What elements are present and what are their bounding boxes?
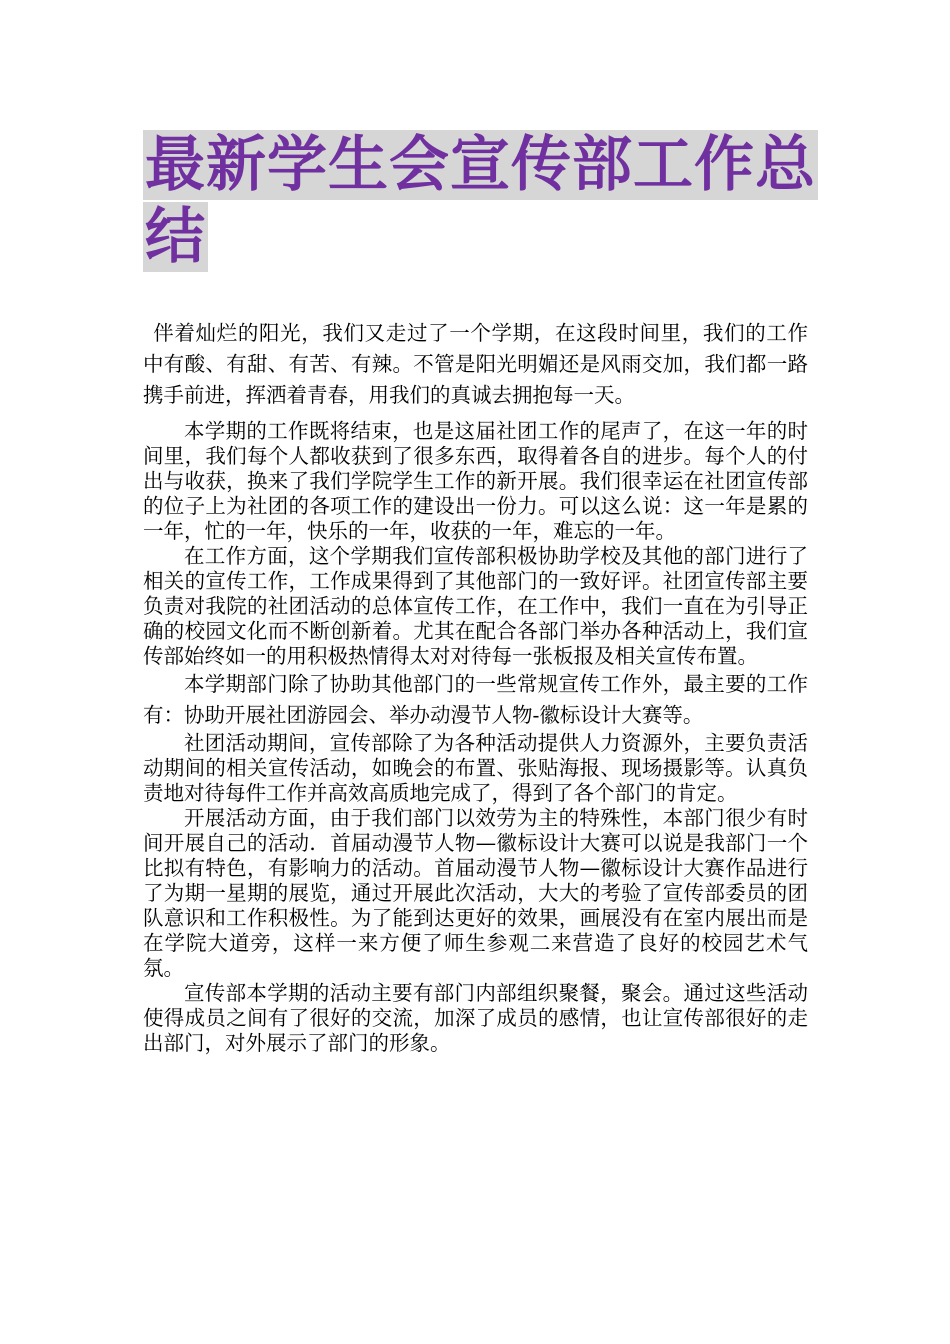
title-line-2: 结 bbox=[145, 202, 206, 272]
paragraph-main-tasks: 本学期部门除了协助其他部门的一些常规宣传工作外，最主要的工作有：协助开展社团游园会、举办动漫节人物-徽标设计大赛等。 bbox=[143, 672, 808, 727]
paragraph-summary: 本学期的工作既将结束，也是这届社团工作的尾声了，在这一年的时间里，我们每个人都收获到了很多东西，取得着各自的进步。每个人的付出与收获，换来了我们学院学生工作的新开展。我们很幸运在社团宣传部的位子上为社团的各项工作的建设出一份力。可以这么说：这一年是累的一年，忙的一年，快乐的一年，收获的一年，难忘的一年。 bbox=[143, 419, 808, 543]
document-body bbox=[143, 318, 808, 1056]
paragraph-intro: 伴着灿烂的阳光，我们又走过了一个学期，在这段时间里，我们的工作中有酸、有甜、有苦、有辣。不管是阳光明媚还是风雨交加，我们都一路携手前进，挥洒着青春，用我们的真诚去拥抱每一天。 bbox=[143, 321, 808, 407]
paragraph-club-activities: 社团活动期间，宣传部除了为各种活动提供人力资源外，主要负责活动期间的相关宣传活动，如晚会的布置、张贴海报、现场摄影等。认真负责地对待每件工作并高效高质地完成了，得到了各个部门的肯定。 bbox=[143, 731, 808, 805]
paragraph-events: 开展活动方面，由于我们部门以效劳为主的特殊性，本部门很少有时间开展自己的活动．首届动漫节人物—徽标设计大赛可以说是我部门一个比拟有特色，有影响力的活动。首届动漫节人物—徽标设计大赛作品进行了为期一星期的展览，通过开展此次活动，大大的考验了宣传部委员的团队意识和工作积极性。为了能到达更好的效果，画展没有在室内展出而是在学院大道旁，这样一来方便了师生参观二来营造了良好的校园艺术气氛。 bbox=[143, 806, 808, 980]
paragraph-work: 在工作方面，这个学期我们宣传部积极协助学校及其他的部门进行了相关的宣传工作，工作成果得到了其他部门的一致好评。社团宣传部主要负责对我院的社团活动的总体宣传工作，在工作中，我们一直在为引导正确的校园文化而不断创新着。尤其在配合各部门举办各种活动上，我们宣传部始终如一的用积极热情得太对对待每一张板报及相关宣传布置。 bbox=[143, 544, 808, 668]
document-title bbox=[143, 130, 816, 274]
paragraph-internal: 宣传部本学期的活动主要有部门内部组织聚餐，聚会。通过这些活动使得成员之间有了很好的交流，加深了成员的感情，也让宣传部很好的走出部门，对外展示了部门的形象。 bbox=[143, 981, 808, 1055]
title-line-1: 最新学生会宣传部工作总 bbox=[145, 130, 816, 200]
